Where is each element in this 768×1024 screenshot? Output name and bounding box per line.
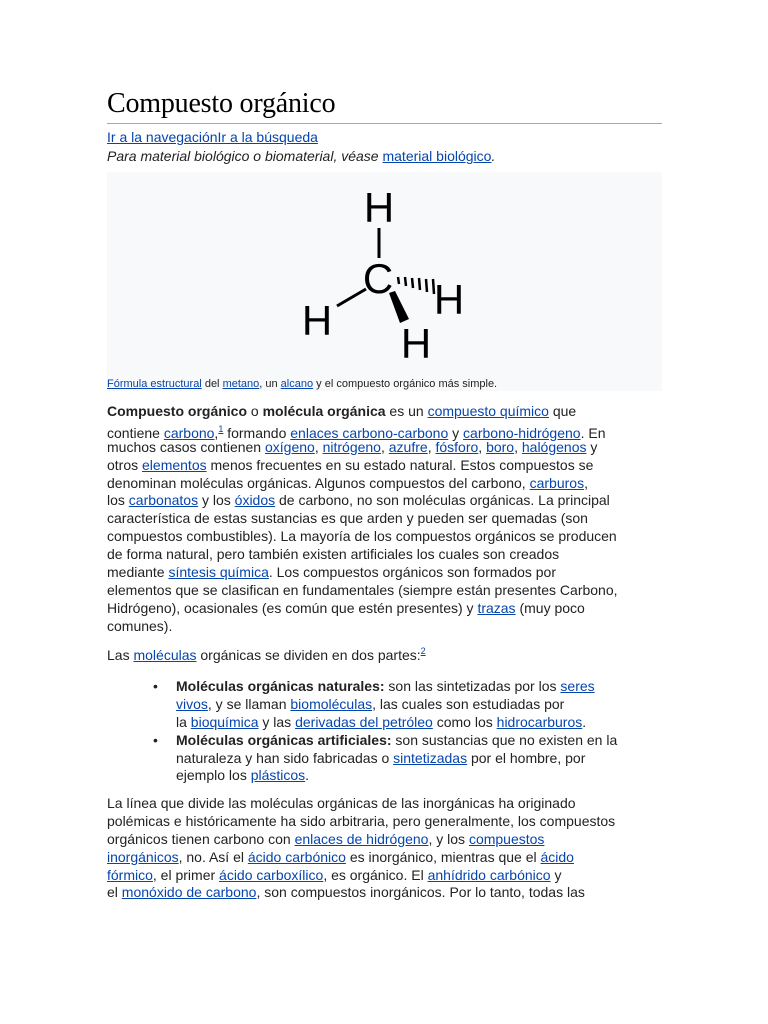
link-elementos[interactable]: elementos [142,456,207,473]
link-bioquimica[interactable]: bioquímica [190,713,259,730]
hatnote: Para material biológico o biomaterial, véase material biológico. [107,148,496,164]
methane-structural-formula[interactable] [292,178,482,374]
link-moleculas[interactable]: moléculas [133,647,197,663]
bullet-marker: • [153,731,158,748]
atom-h-bottom: H [400,320,432,367]
link-vivos[interactable]: vivos [176,695,208,712]
jump-links [107,128,318,146]
link-compuesto-quimico[interactable]: compuesto químico [427,403,549,419]
link-formico[interactable]: fórmico [107,866,153,883]
link-fosforo[interactable]: fósforo [435,438,479,455]
link-compuestos-inorganicos[interactable]: compuestos [468,830,545,847]
caption-link-metano[interactable]: metano [222,378,260,390]
link-derivadas-petroleo[interactable]: derivadas del petróleo [295,713,433,730]
hatnote-link[interactable]: material biológico [382,148,492,164]
reference-2[interactable]: 2 [420,646,426,656]
link-carbonatos[interactable]: carbonatos [128,492,199,509]
closing-paragraph: La línea que divide las moléculas orgánicas de las inorgánicas ha originado polémicas e históricamente ha sido arbitraria, pero generalmente, los compuestos orgánicos tienen carbono con enlaces de hidrógeno, y los compuestos inorgánicos, no. Así el ácido carbónico es inorgánico, mientras que el ácido fórmico, el primer ácido carboxílico, es orgánico. El anhídrido carbónico y el monóxido de carbono, son compuestos inorgánicos. Por lo tanto, todas las [107,795,616,901]
bullet-list [107,678,667,785]
link-plasticos[interactable]: plásticos [250,767,306,784]
link-carbono[interactable]: carbono [163,424,215,441]
link-biomoleculas[interactable]: biomoléculas [290,695,373,712]
link-monoxido-carbono[interactable]: monóxido de carbono [121,884,257,901]
link-sintetizadas[interactable]: sintetizadas [393,749,468,766]
list-item: • Moléculas orgánicas naturales: son las sintetizadas por los seres vivos, y se llaman biomoléculas, las cuales son estudiadas por la bioquímica y las derivadas del petróleo como los hidrocarburos. [153,678,595,730]
link-anhidrido-carbonico[interactable]: anhídrido carbónico [427,866,551,883]
page-title: Compuesto orgánico [107,88,336,119]
atom-h-left: H [301,297,333,344]
link-nitrogeno[interactable]: nitrógeno [322,438,381,455]
link-enlaces-hidrogeno[interactable]: enlaces de hidrógeno [294,830,429,847]
link-acido-carbonico[interactable]: ácido carbónico [247,848,346,865]
bond-hashed [398,277,434,294]
link-oxidos[interactable]: óxidos [234,492,276,509]
link-trazas[interactable]: trazas [477,599,516,616]
bullet-marker: • [153,678,158,694]
methane-figure [107,172,662,391]
bond-left [337,289,366,306]
link-inorganicos[interactable]: inorgánicos [107,848,179,865]
list-item: • Moléculas orgánicas artificiales: son sustancias que no existen en la naturaleza y han sido fabricadas o sintetizadas por el hombre, por ejemplo los plásticos. [153,731,618,784]
link-azufre[interactable]: azufre [388,438,428,455]
link-halogenos[interactable]: halógenos [521,438,587,455]
atom-h-top: H [363,184,395,231]
atom-h-right: H [433,276,465,323]
jump-to-navigation-link[interactable]: Ir a la navegación [107,129,218,145]
figure-caption: Fórmula estructural del metano, un alcano y el compuesto orgánico más simple. [107,378,498,390]
link-enlaces-cc[interactable]: enlaces carbono-carbono [290,424,449,441]
caption-link-alcano[interactable]: alcano [280,378,314,390]
jump-to-search-link[interactable]: Ir a la búsqueda [217,129,318,145]
atom-c: C [362,255,394,302]
link-acido-carboxilico[interactable]: ácido carboxílico [219,866,324,883]
link-sintesis-quimica[interactable]: síntesis química [168,564,269,581]
link-boro[interactable]: boro [486,438,515,455]
link-hidrocarburos[interactable]: hidrocarburos [496,713,583,730]
title-divider [107,123,662,124]
link-oxigeno[interactable]: oxígeno [264,438,315,455]
link-acido[interactable]: ácido [540,848,574,865]
division-paragraph: Las moléculas orgánicas se dividen en dos partes:$^2$ [107,646,426,663]
link-seres[interactable]: seres [560,678,595,694]
reference-1[interactable]: 1 [218,423,224,434]
caption-link-formula[interactable]: Fórmula estructural [107,378,202,390]
link-carburos[interactable]: carburos [529,474,585,491]
intro-paragraph: Compuesto orgánico o molécula orgánica es un compuesto químico que contiene carbono,$^1$ formando enlaces carbono-carbono y carbono-hidrógeno. En muchos casos contienen oxígeno, nitrógeno, azufre, fósforo, boro, halógenos y otros elementos menos frecuentes en su estado natural. Estos compuestos se denominan moléculas orgánicas. Algunos compuestos del carbono, carburos, los carbonatos y los óxidos de carbono, no son moléculas orgánicas. La principal característica de estas sustancias es que arden y pueden ser quemadas (son compuestos combustibles). La mayoría de los compuestos orgánicos se producen de forma natural, pero también existen artificiales los cuales son creados mediante síntesis química. Los compuestos orgánicos son formados por elementos que se clasifican en fundamentales (siempre están presentes Carbono, Hidrógeno), ocasionales (es común que estén presentes) y trazas (muy poco comunes). [107,403,618,634]
link-carbono-hidrogeno[interactable]: carbono-hidrógeno [463,424,581,441]
